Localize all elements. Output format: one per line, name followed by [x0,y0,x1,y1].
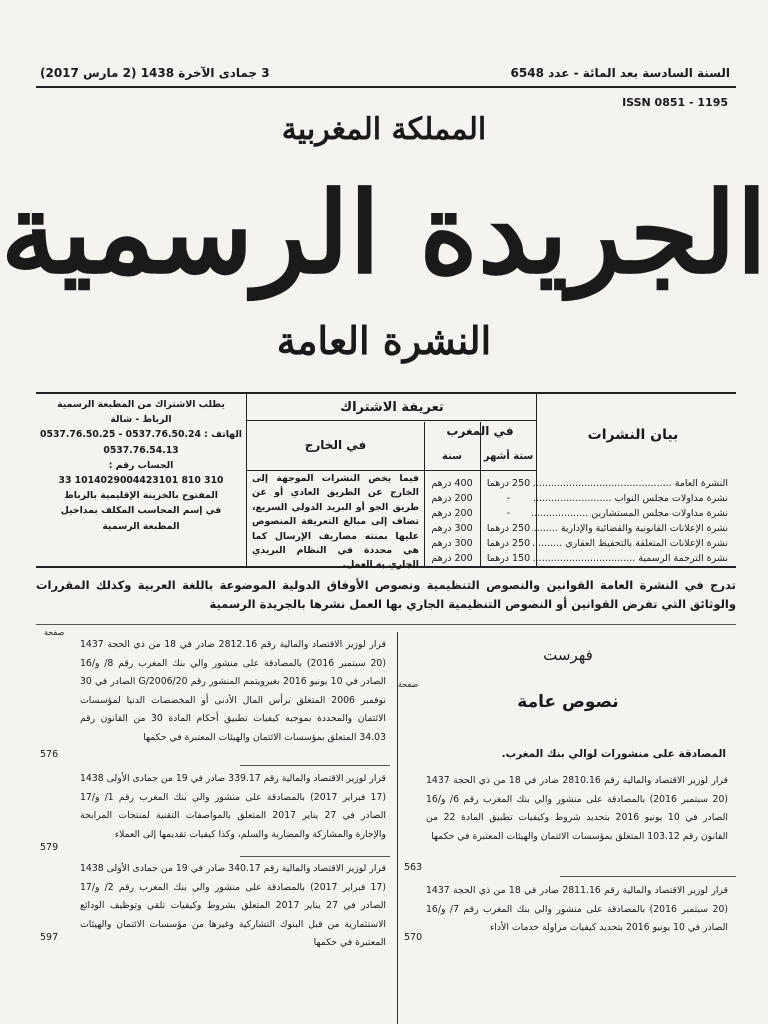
toc-page-number: 597 [40,932,59,943]
gazette-title: الجريدة الرسمية [0,168,768,299]
publication-item: نشرة الإعلانات القانونية والقضائية والإدارية ..... [532,523,728,534]
gazette-subtitle: النشرة العامة [276,318,492,363]
page-column-label: صفحة [398,680,419,689]
year-rate: 200 درهم [431,493,473,504]
contact-line: الرباط - شالة [110,414,172,426]
in-morocco-header: في المغرب [446,424,514,438]
publication-notice: تدرج في النشرة العامة القوانين والنصوص التنظيمية ونصوص الأوفاق الدولية الموضوعة باللغة العربية وكذلك المقررات والوثائق التي تفرض القوانين أو النصوص التنظيمية الجاري بها العمل نشرها بالجريدة الرسمية [36,578,736,611]
column-divider [397,632,398,1024]
publication-item: نشرة مداولات مجلس النواب ..... [532,493,728,504]
table-rule [246,470,536,471]
year-rate: 400 درهم [431,478,473,489]
section-title: نصوص عامة [517,692,619,712]
toc-entry[interactable]: قرار لوزير الاقتصاد والمالية رقم 340.17 صادر في 19 من جمادى الأولى 1438 (17 فبراير 2017) بالمصادقة على منشور والي بنك المغرب رقم 2/ و/17 الصادر في 27 يناير 2017 المتعلق بشروط وكيفيات تلقي وتوظيف الودائع الاستثمارية من قبل البنوك التشاركية وغيرها من مؤسسات الائتمان والهيئات المعتبرة في حكمها [80,863,387,949]
section-subtitle: المصادقة على منشورات لوالي بنك المغرب. [501,748,726,760]
six-month-rate: 150 درهما [486,553,531,564]
entry-separator [240,856,390,857]
contact-line: الحساب رقم : [108,459,174,471]
year-rate: 200 درهم [431,553,473,564]
publications-title: بيان النشرات [587,427,679,443]
kingdom-name: المملكة المغربية [281,112,487,147]
year-rate: 300 درهم [431,538,473,549]
header-rule [36,86,736,88]
toc-page-number: 563 [404,862,423,873]
toc-entry[interactable]: قرار لوزير الاقتصاد والمالية رقم 2811.16 صادر في 18 من ذي الحجة 1437 (20 سبتمبر 2016) بالمصادقة على منشور والي بنك المغرب رقم 7/ و/16 الصادر في 10 يونيو 2016 بتحديد كيفيات مزاولة خدمات الأداء [426,885,729,934]
contact-line: المطبعة الرسمية [102,520,180,532]
contact-phone: الهاتف : 0537.76.50.24 - 0537.76.50.25 [40,429,242,441]
publication-item: نشرة الترجمة الرسمية ..... [532,553,728,564]
account-number: 310 810 1014029004423101 33 [58,475,224,487]
toc-entry[interactable]: قرار لوزير الاقتصاد والمالية رقم 2810.16 صادر في 18 من ذي الحجة 1437 (20 سبتمبر 2016) بالمصادقة على منشور والي بنك المغرب رقم 6/ و/16 الصادر في 10 يونيو 2016 بتحديد شروط وكيفيات تطبيق المادة 22 من القانون رقم 103.12 المتعلق بمؤسسات الائتمان والهيئات المعتبرة في حكمها [426,775,729,842]
contact-line: في إسم المحاسب المكلف بمداخيل [60,505,222,517]
year-rate: 300 درهم [431,523,473,534]
toc-page-number: 579 [40,842,59,853]
six-month-rate: - [506,508,511,519]
entry-separator [560,876,736,877]
page-column-label: صفحة [44,628,65,637]
issn: ISSN 0851 - 1195 [622,96,728,109]
contents-rule [36,624,736,625]
six-months-header: ستة أشهر [483,451,534,462]
contact-line: يطلب الاشتراك من المطبعة الرسمية [57,399,225,410]
six-month-rate: 250 درهما [486,478,531,489]
year-rate: 200 درهم [431,508,473,519]
rates-title: تعريفة الاشتراك [340,400,444,415]
entry-separator [240,765,390,766]
six-month-rate: 250 درهما [486,523,531,534]
contents-title: فهرست [543,646,593,664]
publication-item: نشرة مداولات مجلس المستشارين ..... [532,508,728,519]
toc-page-number: 570 [404,932,423,943]
abroad-rates-text: فيما يخص النشرات الموجهة إلى الخارج عن الطريق العادي أو عن طريق الجو أو البريد الدولي السريع، تضاف إلى مبالغ التعريفة المنصوص عليها بمنته مصاريف الإرسال كما هي محددة في النظام البريدي الجاري به العمل. [252,473,419,571]
toc-entry[interactable]: قرار لوزير الاقتصاد والمالية رقم 339.17 صادر في 19 من جمادى الأولى 1438 (17 فبراير 2017) بالمصادقة على منشور والي بنك المغرب رقم 1/ و/17 الصادر في 27 يناير 2017 المتعلق بالمواصفات التقنية لمنتجات المرابحة والإجارة والمشاركة والمضاربة والسلم، وكذا كيفيات تقديمها إلى العملاء [80,773,387,840]
publication-item: نشرة الإعلانات المتعلقة بالتحفيظ العقاري ..... [532,538,728,549]
year-header: سنة [442,451,462,462]
six-month-rate: 250 درهما [486,538,531,549]
toc-entry[interactable]: قرار لوزير الاقتصاد والمالية رقم 2812.16 صادر في 18 من ذي الحجة 1437 (20 سبتمبر 2016) بالمصادقة على منشور والي بنك المغرب رقم 8/ و/16 الصادر في 10 يونيو 2016 بغيرويتمم المنشور رقم 20/G/2006 الصادر في 30 نوفمبر 2006 المتعلق برأس المال الأدنى أو المخصصات الدنيا لمؤسسات الائتمان والمحددة بموجبه كيفيات تطبيق أحكام المادة 30 من القانون رقم 34.03 المتعلق بمؤسسات الائتمان والهيئات المعتبرة في حكمها [80,639,387,743]
issue-date: 3 جمادى الآخرة 1438 (2 مارس 2017) [40,66,270,80]
abroad-header: في الخارج [304,438,367,452]
table-rule [246,420,536,421]
issue-number: السنة السادسة بعد المائة - عدد 6548 [510,66,730,80]
contact-line: المفتوح بالخزينة الإقليمية بالرباط [64,490,218,502]
contact-phone: 0537.76.54.13 [103,444,179,456]
six-month-rate: - [506,493,511,504]
publication-item: النشرة العامة ..... [532,478,728,489]
toc-page-number: 576 [40,749,59,760]
subscription-contact [38,397,244,534]
